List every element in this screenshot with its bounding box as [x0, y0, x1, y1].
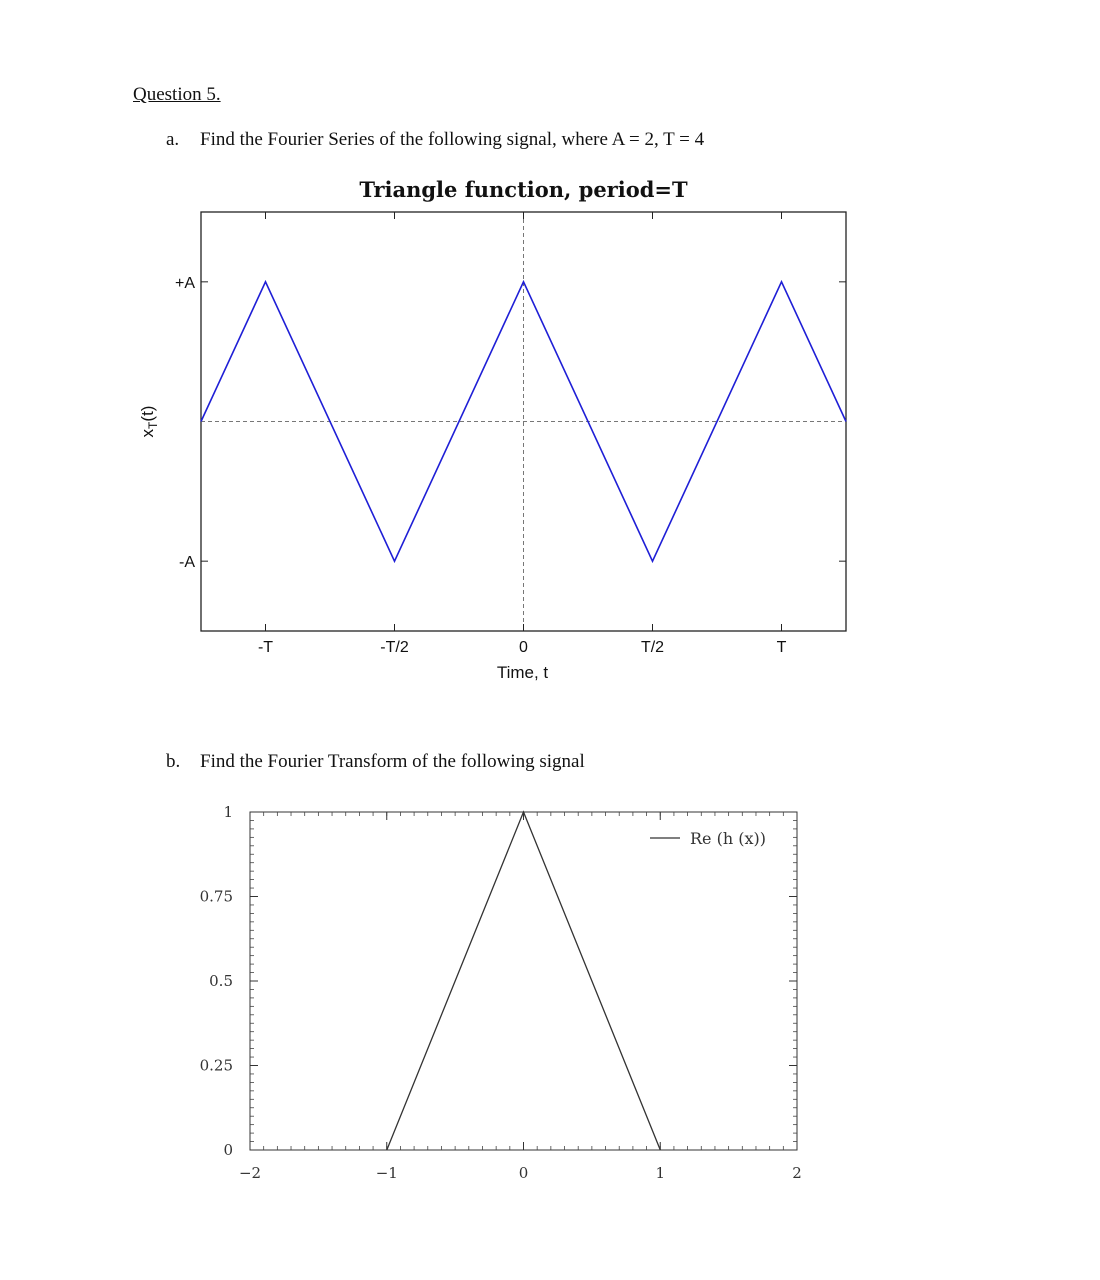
chart1-xtick-label: 0	[519, 639, 528, 656]
chart1-title: Triangle function, period=T	[359, 177, 688, 202]
part-b-label: b.	[166, 751, 181, 772]
chart2-xtick-label: 0	[518, 1164, 529, 1182]
chart2-xtick-label: −1	[375, 1164, 398, 1182]
part-b-text: Find the Fourier Transform of the following signal	[200, 751, 585, 772]
chart2-legend-label: Re (h (x))	[690, 829, 766, 848]
chart1-xtick-label: -T	[257, 639, 274, 656]
chart1-ylabel: $x_T(t)$	[138, 405, 160, 438]
chart1-xtick-label: -T/2	[380, 639, 409, 656]
chart2-ytick-label: 0	[223, 1141, 233, 1159]
part-a-text: Find the Fourier Series of the following signal, where A = 2, T = 4	[200, 129, 705, 150]
chart1-ytick-label: -A	[179, 554, 195, 572]
chart2-xtick-label: 2	[792, 1164, 802, 1182]
chart1-ytick-label: +A	[174, 274, 195, 292]
chart2-ytick-label: 1	[223, 803, 233, 821]
chart1-xlabel: Time, t	[496, 663, 549, 682]
part-a-label: a.	[166, 129, 180, 150]
chart2-ytick-label: 0.25	[199, 1056, 233, 1075]
chart2-frame	[250, 812, 797, 1150]
chart2-ytick-label: 0.75	[199, 887, 233, 906]
chart2-ytick-label: 0.5	[209, 972, 233, 990]
question-heading: Question 5.	[133, 84, 221, 105]
chart1-xtick-label: T	[776, 639, 787, 656]
chart2-xtick-label: 1	[655, 1164, 666, 1182]
chart2-series-line	[387, 812, 661, 1150]
chart1-xtick-label: T/2	[640, 639, 665, 656]
chart2-xtick-label: −2	[238, 1164, 262, 1182]
